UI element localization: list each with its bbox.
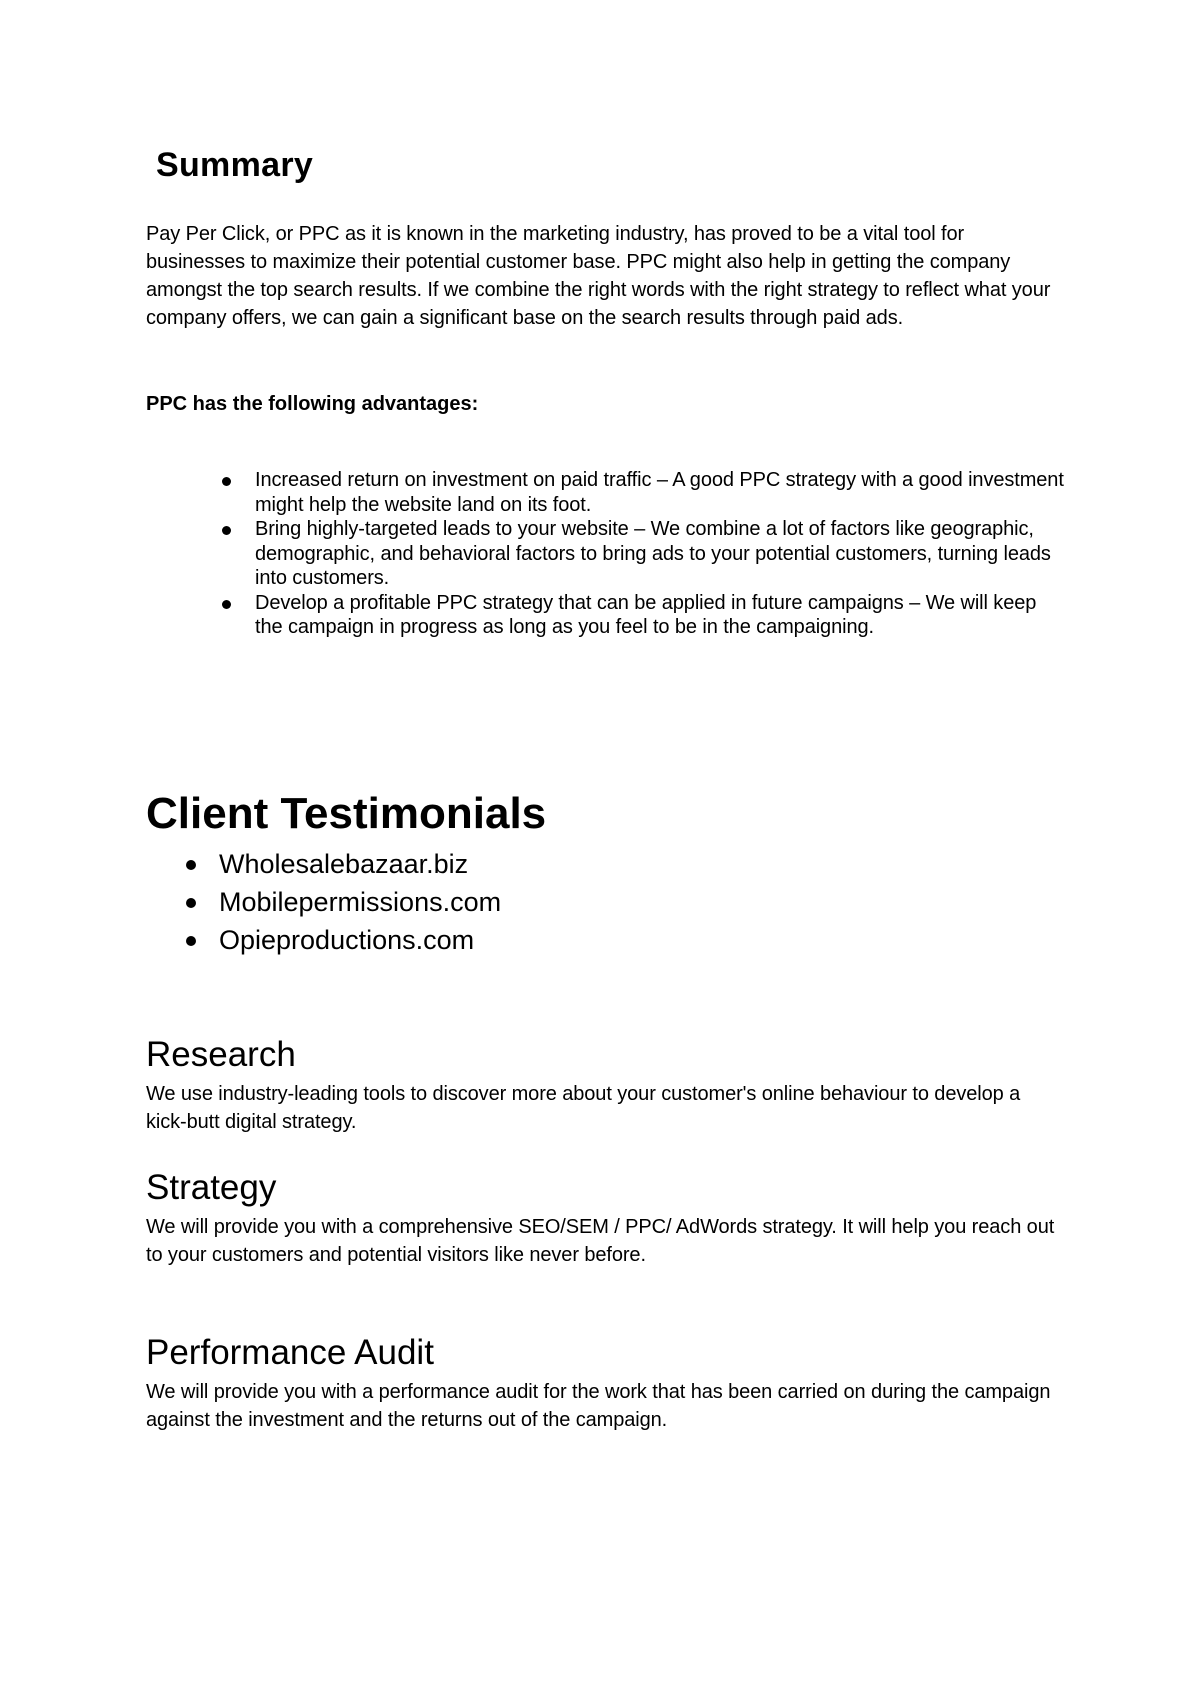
- list-item: [146, 921, 846, 959]
- summary-paragraph: Pay Per Click, or PPC as it is known in the marketing industry, has proved to be a vital tool for businesses to maximize their potential customer base. PPC might also help in getting the company amongst the top search results. If we combine the right words with the right strategy to reflect what your company offers, we can gain a significant base on the search results through paid ads.: [146, 223, 1051, 329]
- client-name: Wholesalebazaar.biz: [219, 849, 469, 879]
- client-list: [146, 845, 846, 959]
- bullet-icon: [222, 526, 231, 535]
- performance-audit-text: We will provide you with a performance audit for the work that has been carried on during the campaign against the investment and the returns out of the campaign.: [146, 1381, 1051, 1431]
- advantages-heading: PPC has the following advantages:: [146, 393, 479, 415]
- bullet-icon: [186, 860, 196, 870]
- research-text: We use industry-leading tools to discover more about your customer's online behaviour to develop a kick-butt digital strategy.: [146, 1083, 1021, 1133]
- bullet-icon: [186, 936, 196, 946]
- bullet-icon: [186, 898, 196, 908]
- strategy-text: We will provide you with a comprehensive SEO/SEM / PPC/ AdWords strategy. It will help you reach out to your customers and potential visitors like never before.: [146, 1216, 1055, 1266]
- list-item: [146, 883, 846, 921]
- list-item: [146, 591, 1066, 640]
- strategy-heading: Strategy: [146, 1168, 277, 1207]
- list-item: [146, 845, 846, 883]
- client-name: Mobilepermissions.com: [219, 887, 502, 917]
- client-name: Opieproductions.com: [219, 925, 475, 955]
- advantage-text: Increased return on investment on paid traffic – A good PPC strategy with a good investment might help the website land on its foot.: [255, 469, 1064, 516]
- bullet-icon: [222, 477, 231, 486]
- research-heading: Research: [146, 1035, 296, 1074]
- advantage-text: Bring highly-targeted leads to your website – We combine a lot of factors like geographic, demographic, and behavioral factors to bring ads to your potential customers, turning leads into customers.: [255, 518, 1051, 589]
- advantages-list: [146, 468, 1066, 640]
- performance-audit-heading: Performance Audit: [146, 1333, 434, 1372]
- summary-heading: Summary: [156, 146, 314, 184]
- advantage-text: Develop a profitable PPC strategy that can be applied in future campaigns – We will keep the campaign in progress as long as you feel to be in the campaigning.: [255, 591, 1037, 638]
- testimonials-heading: Client Testimonials: [146, 789, 547, 838]
- bullet-icon: [222, 600, 231, 609]
- list-item: [146, 517, 1066, 591]
- list-item: [146, 468, 1066, 517]
